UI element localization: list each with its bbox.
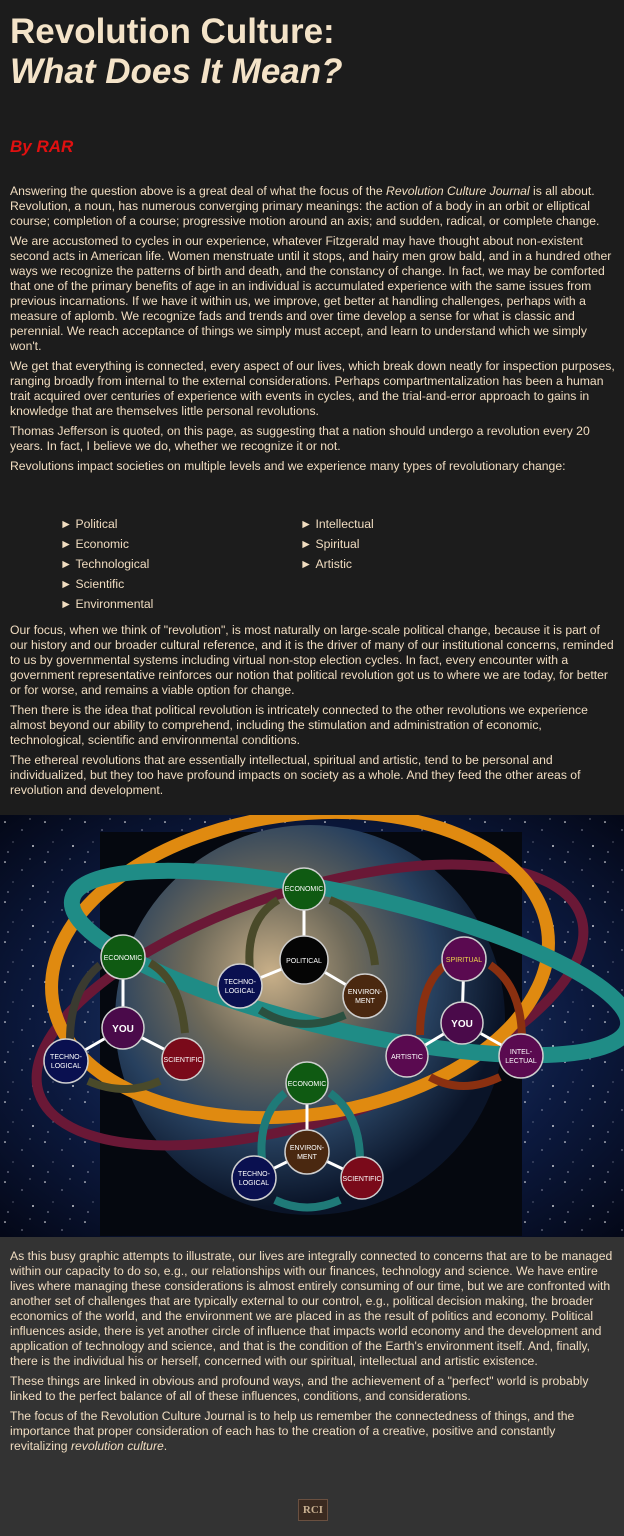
title-line-1: Revolution Culture: [10, 12, 335, 51]
node-intellectual [499, 1034, 543, 1078]
svg-text:INTEL-: INTEL- [509, 1049, 533, 1056]
node-economic [283, 868, 325, 910]
node-technological [218, 964, 262, 1008]
p11-text-a: The focus of the Revolution Culture Journal is to help us remember the connectedness of things, and the importance that proper consideration of each has to the creation of a creative, positive and constantly revitalizing [10, 1409, 575, 1453]
svg-text:TECHNO-: TECHNO- [238, 1171, 270, 1178]
node-scientific-left [162, 1038, 204, 1080]
node-scientific-bottom [341, 1157, 383, 1199]
svg-text:TECHNO-: TECHNO- [224, 979, 256, 986]
p1-text-a: Answering the question above is a great deal of what the focus of the [10, 184, 387, 198]
p11-text-b: . [163, 1439, 168, 1453]
svg-text:MENT: MENT [297, 1154, 317, 1161]
paragraph-7: Then there is the idea that political revolution is intricately connected to the other revolutions we experience almost beyond our ability to comprehend, including the stimulation and administration of economic, technological, scientific and environmental conditions. [10, 703, 588, 747]
byline: By RAR [10, 137, 74, 156]
node-artistic [386, 1035, 428, 1077]
list-item: ► Environmental [60, 594, 153, 614]
revolution-types-list-2 [300, 514, 374, 574]
svg-text:MENT: MENT [355, 998, 375, 1005]
svg-text:LOGICAL: LOGICAL [238, 1180, 270, 1187]
paragraph-5: Revolutions impact societies on multiple levels and we experience many types of revolutionary change: [10, 459, 566, 473]
journal-name: Revolution Culture Journal [386, 184, 530, 198]
paragraph-9: As this busy graphic attempts to illustrate, our lives are integrally connected to concerns that are to be managed within our capacity to do so, e.g., our relationships with our finances, technology and science. We have entire lives where managing these considerations is almost entirely consuming of our time, but we are confronted with another set of challenges that are typically external to our control, e.g., political decision making, the broader economics of the world, and the environment we are placed in as the result of politics and economy. Political influences aside, there is yet another circle of influence that impacts world economy and the development and application of technology and science, and that is the condition of the Earth's environment itself. And, finally, there is the individual his or herself, concerned with our spiritual, intellectual and artistic existence. [10, 1249, 613, 1368]
svg-text:YOU: YOU [112, 1024, 134, 1035]
body-text [10, 623, 616, 803]
node-environment-bottom [285, 1130, 329, 1174]
paragraph-4: Thomas Jefferson is quoted, on this page, as suggesting that a nation should undergo a revolution every 20 years. In fact, I believe we do, whether we recognize it or not. [10, 424, 590, 453]
bottom-section [0, 1237, 624, 1536]
p1-text-b: is all about. Revolution, a noun, has numerous converging primary meanings: the action of a body in an orbit or elliptical course; completion of a course; progressive motion around an axis; and sudden, radical, or complete change. [10, 184, 600, 228]
rci-logo[interactable]: RCI [298, 1499, 328, 1521]
list-item: ► Scientific [60, 574, 153, 594]
svg-text:ENVIRON-: ENVIRON- [289, 1145, 325, 1152]
svg-text:SCIENTIFIC: SCIENTIFIC [163, 1057, 203, 1064]
list-item: ► Intellectual [300, 514, 374, 534]
node-economic-left [101, 935, 145, 979]
title-line-2: What Does It Mean? [10, 52, 343, 91]
svg-text:LOGICAL: LOGICAL [224, 988, 256, 995]
svg-text:SCIENTIFIC: SCIENTIFIC [342, 1176, 382, 1183]
paragraph-2: We are accustomed to cycles in our experience, whatever Fitzgerald may have thought about non-existent second acts in American life. Women menstruate until it stops, and hairy men grow bald, and in a hundred other ways we recognize the patterns of birth and death, and the constancy of change. In fact, we may be comforted that one of the primary benefits of age in an individual is accumulated experience with the same issues from previous incarnations. If we have it within us, we improve, get better at handling challenges, perhaps with a measure of aplomb. We recognize fads and trends and over time develop a sense for what is classic and perennial. We reach acceptance of things we simply must accept, and learn to understand which we simply won't. [10, 234, 612, 353]
node-you-left [102, 1007, 144, 1049]
list-item: ► Spiritual [300, 534, 374, 554]
node-technological-bottom [232, 1156, 276, 1200]
svg-text:POLITICAL: POLITICAL [286, 958, 322, 965]
paragraph-1 [10, 184, 616, 229]
paragraph-10: These things are linked in obvious and profound ways, and the achievement of a "perfect" world is probably linked to the perfect balance of all of these influences, conditions, and considerations. [10, 1374, 589, 1403]
paragraph-8: The ethereal revolutions that are essentially intellectual, spiritual and artistic, tend to be personal and individualized, but they too have profound impacts on society as a whole. And they feed the other areas of revolution and development. [10, 753, 581, 797]
revolution-graphic [0, 815, 624, 1237]
intro-text [10, 184, 616, 479]
node-political [280, 936, 328, 984]
paragraph-3: We get that everything is connected, every aspect of our lives, which break down neatly for inspection purposes, ranging broadly from internal to the external considerations. Perhaps compartmentalization has been a human trait acquired over centuries of experience with events in cycles, and the trial-and-error approach to gains in knowledge that are themselves little personal revolutions. [10, 359, 615, 418]
svg-text:LOGICAL: LOGICAL [50, 1063, 82, 1070]
svg-text:ARTISTIC: ARTISTIC [391, 1054, 423, 1061]
svg-text:ENVIRON-: ENVIRON- [347, 989, 383, 996]
svg-text:SPIRITUAL: SPIRITUAL [445, 957, 483, 964]
page-title [10, 12, 343, 92]
node-technological-left [44, 1039, 88, 1083]
list-item: ► Economic [60, 534, 153, 554]
svg-text:ECONOMIC: ECONOMIC [287, 1081, 327, 1088]
node-environment [343, 974, 387, 1018]
revolution-culture-em: revolution culture [70, 1439, 164, 1453]
paragraph-6: Our focus, when we think of "revolution", is most naturally on large-scale political change, because it is part of our history and our broader cultural reference, and it is the driver of many of our institutional concerns, reminded to us by governmental systems including virtual non-stop election cycles. In fact, every encounter with a government representative reinforces our notion that political revolution got us to where we are today, for better or for worse, and remains a viable option for change. [10, 623, 614, 697]
svg-text:ECONOMIC: ECONOMIC [284, 886, 324, 893]
list-item: ► Political [60, 514, 153, 534]
svg-text:ECONOMIC: ECONOMIC [103, 955, 143, 962]
closing-text [10, 1249, 616, 1459]
list-item: ► Technological [60, 554, 153, 574]
node-spiritual [442, 937, 486, 981]
svg-text:LECTUAL: LECTUAL [505, 1058, 537, 1065]
list-item: ► Artistic [300, 554, 374, 574]
svg-text:YOU: YOU [451, 1019, 473, 1030]
svg-text:TECHNO-: TECHNO- [50, 1054, 82, 1061]
node-economic-bottom [286, 1062, 328, 1104]
revolution-types-list-1 [60, 514, 153, 614]
paragraph-11 [10, 1409, 616, 1454]
node-you-right [441, 1002, 483, 1044]
